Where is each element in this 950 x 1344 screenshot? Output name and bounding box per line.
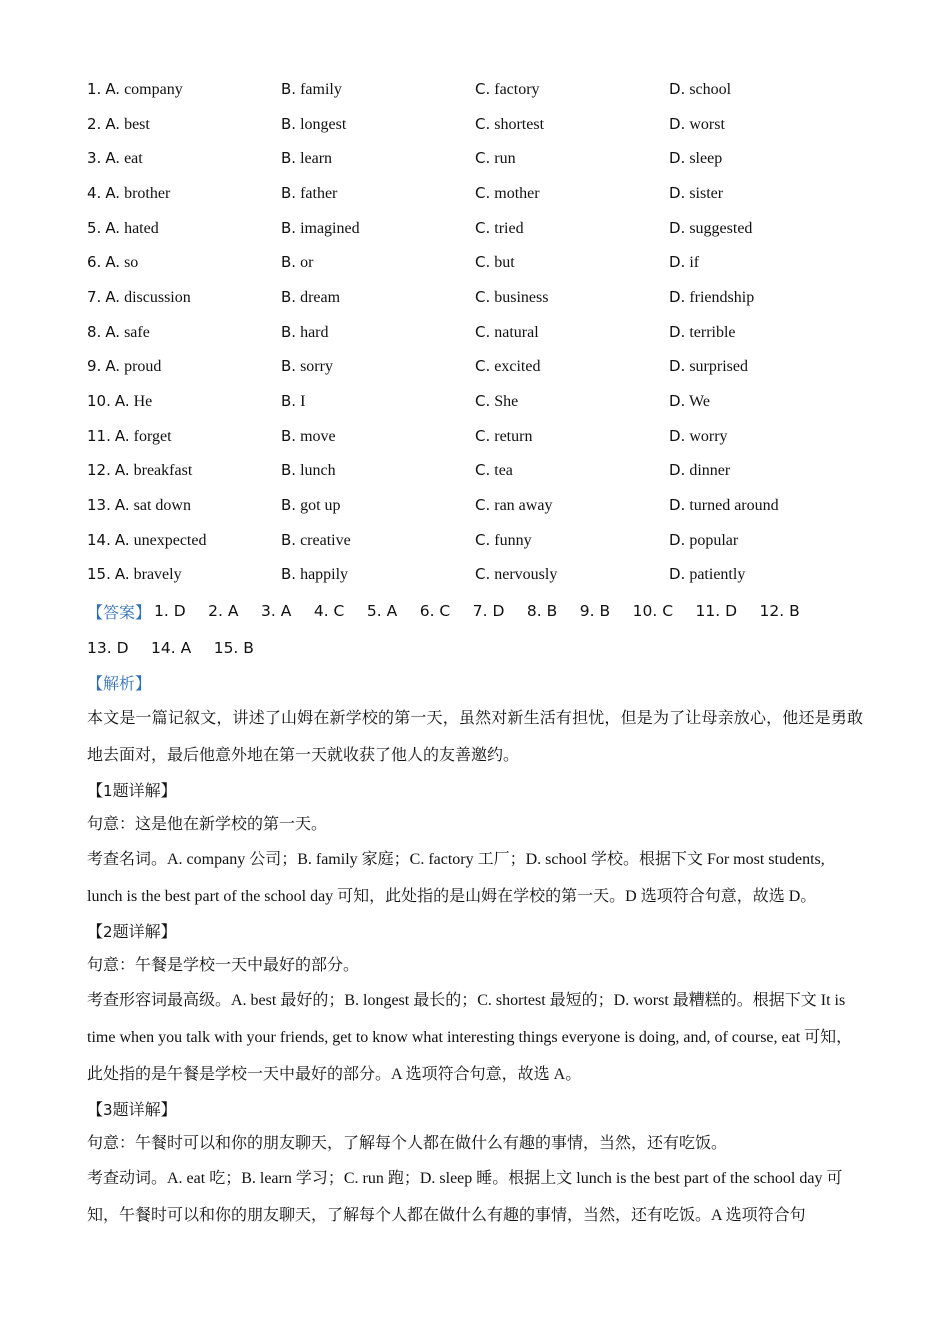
- option-label: B.: [281, 79, 297, 98]
- option-a: [87, 288, 281, 307]
- option-label: C.: [475, 114, 491, 133]
- option-label: A.: [105, 149, 121, 168]
- option-label: B.: [281, 149, 297, 168]
- option-text: worry: [689, 427, 728, 445]
- option-b: [281, 253, 475, 272]
- option-a: [87, 357, 281, 376]
- option-label: A.: [105, 253, 121, 272]
- option-label: C.: [475, 357, 491, 376]
- option-label: B.: [281, 461, 297, 480]
- option-text: tried: [494, 219, 524, 237]
- question-number: 2.: [87, 114, 102, 133]
- option-label: A.: [105, 357, 121, 376]
- option-text: creative: [300, 531, 351, 549]
- question-row: [87, 280, 863, 315]
- summary-paragraph: 本文是一篇记叙文，讲述了山姆在新学校的第一天，虽然对新生活有担忧，但是为了让母亲放心，他还是勇敢地去面对，最后他意外地在第一天就收获了他人的友善邀约。: [87, 710, 863, 765]
- option-b: [281, 496, 475, 515]
- option-text: sorry: [300, 358, 333, 376]
- option-label: D.: [669, 530, 686, 549]
- option-a: [87, 184, 281, 203]
- option-label: D.: [669, 565, 686, 584]
- question-row: [87, 176, 863, 211]
- question-number: 8.: [87, 322, 102, 341]
- option-label: C.: [475, 183, 491, 202]
- option-a: [87, 427, 281, 446]
- option-label: A.: [105, 322, 121, 341]
- question-row: [87, 558, 863, 593]
- option-label: D.: [669, 253, 686, 272]
- option-text: sat down: [133, 497, 191, 515]
- answer-item: 12. B: [759, 602, 800, 621]
- option-c: [475, 392, 669, 411]
- detail-heading-open: 【: [87, 924, 104, 942]
- option-d: [669, 392, 863, 411]
- option-b: [281, 80, 475, 99]
- option-c: [475, 184, 669, 203]
- analysis-tag: 【解析】: [87, 674, 152, 694]
- option-text: move: [300, 427, 336, 445]
- option-label: B.: [281, 496, 297, 515]
- option-label: D.: [669, 79, 686, 98]
- detail-meaning: 句意：这是他在新学校的第一天。: [87, 816, 328, 834]
- question-row: [87, 488, 863, 523]
- detail-heading-close: 题详解】: [112, 783, 177, 801]
- option-text: worst: [689, 115, 725, 133]
- option-a: [87, 496, 281, 515]
- option-text: longest: [300, 115, 347, 133]
- option-text: unexpected: [133, 531, 207, 549]
- option-text: dream: [300, 288, 341, 306]
- question-row: [87, 315, 863, 350]
- option-label: D.: [669, 426, 686, 445]
- option-text: so: [124, 254, 139, 272]
- answer-item: 14. A: [151, 639, 192, 658]
- option-label: B.: [281, 357, 297, 376]
- option-label: B.: [281, 114, 297, 133]
- option-b: [281, 531, 475, 550]
- option-a: [87, 115, 281, 134]
- detail-heading: [87, 1093, 863, 1127]
- option-d: [669, 565, 863, 584]
- option-text: hated: [124, 219, 159, 237]
- option-a: [87, 219, 281, 238]
- option-text: turned around: [689, 497, 779, 515]
- question-row: [87, 72, 863, 107]
- option-d: [669, 253, 863, 272]
- option-label: D.: [669, 357, 686, 376]
- document-page: [87, 72, 863, 1234]
- option-text: business: [494, 288, 549, 306]
- option-label: C.: [475, 530, 491, 549]
- option-c: [475, 531, 669, 550]
- option-a: [87, 253, 281, 272]
- option-c: [475, 253, 669, 272]
- option-label: A.: [114, 565, 130, 584]
- option-label: C.: [475, 565, 491, 584]
- option-label: C.: [475, 218, 491, 237]
- option-label: A.: [114, 392, 130, 411]
- option-text: breakfast: [133, 462, 193, 480]
- answer-item: 7. D: [472, 602, 505, 621]
- question-number: 6.: [87, 253, 102, 272]
- option-label: A.: [105, 183, 121, 202]
- option-text: tea: [494, 462, 513, 480]
- option-text: I: [300, 393, 306, 411]
- option-b: [281, 461, 475, 480]
- detail-explanation: 考查名词。A. company 公司；B. family 家庭；C. factory 工厂；D. school 学校。根据下文 For most students, lunch is the best part of the school day 可知，此处指的是山姆在学校的第一天。D 选项符合句意，故选 D。: [87, 851, 825, 906]
- question-number: 11.: [87, 426, 111, 445]
- question-row: [87, 107, 863, 142]
- answer-item: 9. B: [579, 602, 611, 621]
- option-c: [475, 427, 669, 446]
- detail-heading-number: 1: [103, 782, 113, 801]
- question-list: [87, 72, 863, 592]
- option-d: [669, 496, 863, 515]
- answer-item: 11. D: [695, 602, 738, 621]
- answer-item: 13. D: [87, 639, 129, 658]
- option-label: D.: [669, 183, 686, 202]
- option-text: bravely: [133, 566, 182, 584]
- option-text: return: [494, 427, 533, 445]
- option-d: [669, 323, 863, 342]
- detail-heading-number: 2: [103, 923, 113, 942]
- option-label: D.: [669, 114, 686, 133]
- option-label: A.: [114, 496, 130, 515]
- question-row: [87, 211, 863, 246]
- question-number: 9.: [87, 357, 102, 376]
- option-text: brother: [124, 184, 171, 202]
- detail-heading-number: 3: [103, 1101, 113, 1120]
- question-number: 13.: [87, 496, 111, 515]
- option-text: sleep: [689, 150, 723, 168]
- option-d: [669, 219, 863, 238]
- question-row: [87, 245, 863, 280]
- option-text: shortest: [494, 115, 545, 133]
- option-text: factory: [494, 80, 540, 98]
- option-text: learn: [300, 150, 333, 168]
- question-row: [87, 523, 863, 558]
- option-b: [281, 288, 475, 307]
- detail-list: [87, 774, 863, 1234]
- option-label: B.: [281, 392, 297, 411]
- option-a: [87, 80, 281, 99]
- detail-heading-open: 【: [87, 1102, 104, 1120]
- option-text: happily: [300, 566, 349, 584]
- option-label: A.: [105, 218, 121, 237]
- option-text: got up: [300, 497, 341, 515]
- question-row: [87, 454, 863, 489]
- option-label: C.: [475, 426, 491, 445]
- option-b: [281, 149, 475, 168]
- answer-item: 5. A: [366, 602, 398, 621]
- option-d: [669, 115, 863, 134]
- option-label: A.: [114, 530, 130, 549]
- option-label: C.: [475, 253, 491, 272]
- option-text: best: [124, 115, 150, 133]
- option-text: natural: [494, 323, 539, 341]
- option-text: eat: [124, 150, 143, 168]
- option-label: B.: [281, 565, 297, 584]
- option-label: D.: [669, 149, 686, 168]
- option-text: surprised: [689, 358, 748, 376]
- option-label: B.: [281, 426, 297, 445]
- option-text: dinner: [689, 462, 731, 480]
- option-d: [669, 149, 863, 168]
- option-c: [475, 80, 669, 99]
- detail-heading: [87, 774, 863, 808]
- question-row: [87, 350, 863, 385]
- option-text: but: [494, 254, 515, 272]
- option-label: C.: [475, 149, 491, 168]
- answer-tag: 【答案】: [87, 603, 152, 623]
- option-b: [281, 115, 475, 134]
- option-c: [475, 565, 669, 584]
- detail-heading-open: 【: [87, 783, 104, 801]
- option-text: sister: [689, 184, 724, 202]
- option-text: if: [689, 254, 700, 272]
- option-text: proud: [124, 358, 162, 376]
- option-text: hard: [300, 323, 329, 341]
- option-b: [281, 184, 475, 203]
- option-b: [281, 219, 475, 238]
- detail-heading-close: 题详解】: [112, 1102, 177, 1120]
- option-c: [475, 357, 669, 376]
- question-row: [87, 419, 863, 454]
- option-text: terrible: [689, 323, 736, 341]
- option-label: C.: [475, 392, 491, 411]
- option-c: [475, 219, 669, 238]
- option-c: [475, 323, 669, 342]
- option-c: [475, 496, 669, 515]
- question-number: 10.: [87, 392, 111, 411]
- option-text: or: [300, 254, 314, 272]
- option-c: [475, 461, 669, 480]
- option-text: forget: [133, 427, 172, 445]
- question-number: 12.: [87, 461, 111, 480]
- option-label: D.: [669, 461, 686, 480]
- option-a: [87, 565, 281, 584]
- option-text: funny: [494, 531, 532, 549]
- answer-item: 15. B: [213, 639, 254, 658]
- option-text: suggested: [689, 219, 753, 237]
- question-number: 15.: [87, 565, 111, 584]
- question-number: 4.: [87, 183, 102, 202]
- option-text: mother: [494, 184, 540, 202]
- option-text: school: [689, 80, 732, 98]
- option-d: [669, 80, 863, 99]
- option-a: [87, 149, 281, 168]
- option-d: [669, 357, 863, 376]
- option-label: D.: [669, 392, 686, 411]
- option-text: She: [494, 393, 519, 411]
- option-label: B.: [281, 322, 297, 341]
- option-b: [281, 392, 475, 411]
- option-text: popular: [689, 531, 739, 549]
- question-number: 7.: [87, 287, 102, 306]
- question-number: 5.: [87, 218, 102, 237]
- option-d: [669, 531, 863, 550]
- option-a: [87, 531, 281, 550]
- option-text: run: [494, 150, 516, 168]
- option-b: [281, 427, 475, 446]
- option-label: C.: [475, 287, 491, 306]
- option-label: D.: [669, 218, 686, 237]
- option-text: company: [124, 80, 183, 98]
- answer-item: 6. C: [419, 602, 451, 621]
- option-label: A.: [105, 287, 121, 306]
- option-text: imagined: [300, 219, 360, 237]
- option-d: [669, 288, 863, 307]
- question-row: [87, 384, 863, 419]
- option-b: [281, 323, 475, 342]
- option-a: [87, 392, 281, 411]
- option-text: ran away: [494, 497, 553, 515]
- option-label: B.: [281, 530, 297, 549]
- option-b: [281, 357, 475, 376]
- answer-item: 2. A: [208, 602, 239, 621]
- answer-item: 3. A: [261, 602, 292, 621]
- option-label: A.: [105, 79, 121, 98]
- option-b: [281, 565, 475, 584]
- detail-heading-close: 题详解】: [112, 924, 177, 942]
- option-text: discussion: [124, 288, 191, 306]
- answer-item: 8. B: [526, 602, 558, 621]
- answer-item: 4. C: [313, 602, 345, 621]
- option-label: D.: [669, 322, 686, 341]
- option-label: B.: [281, 183, 297, 202]
- answer-section: [87, 593, 877, 667]
- option-c: [475, 115, 669, 134]
- option-label: C.: [475, 496, 491, 515]
- option-label: D.: [669, 287, 686, 306]
- option-d: [669, 184, 863, 203]
- option-label: D.: [669, 496, 686, 515]
- option-text: father: [300, 184, 338, 202]
- detail-meaning: 句意：午餐是学校一天中最好的部分。: [87, 957, 360, 975]
- answer-item: 10. C: [632, 602, 674, 621]
- option-text: nervously: [494, 566, 558, 584]
- option-d: [669, 461, 863, 480]
- detail-heading: [87, 915, 863, 949]
- detail-meaning: 句意：午餐时可以和你的朋友聊天，了解每个人都在做什么有趣的事情，当然，还有吃饭。: [87, 1135, 728, 1153]
- option-text: patiently: [689, 566, 746, 584]
- option-label: B.: [281, 218, 297, 237]
- option-label: A.: [105, 114, 121, 133]
- option-d: [669, 427, 863, 446]
- question-number: 1.: [87, 79, 102, 98]
- option-label: B.: [281, 287, 297, 306]
- option-label: C.: [475, 461, 491, 480]
- option-text: excited: [494, 358, 541, 376]
- option-c: [475, 288, 669, 307]
- question-row: [87, 141, 863, 176]
- option-label: B.: [281, 253, 297, 272]
- detail-explanation: 考查动词。A. eat 吃；B. learn 学习；C. run 跑；D. sleep 睡。根据上文 lunch is the best part of the school day 可知，午餐时可以和你的朋友聊天，了解每个人都在做什么有趣的事情，当然，还有吃饭。A 选项符合句: [87, 1170, 843, 1225]
- option-text: We: [689, 393, 710, 411]
- question-number: 3.: [87, 149, 102, 168]
- option-label: A.: [114, 461, 130, 480]
- option-a: [87, 461, 281, 480]
- question-number: 14.: [87, 530, 111, 549]
- option-text: friendship: [689, 288, 755, 306]
- option-c: [475, 149, 669, 168]
- option-text: family: [300, 80, 342, 98]
- answer-item: 1. D: [154, 602, 186, 621]
- detail-explanation: 考查形容词最高级。A. best 最好的；B. longest 最长的；C. shortest 最短的；D. worst 最糟糕的。根据下文 It is time when you talk with your friends, get to know what interesting things everyone is doing, and, of course, eat 可知，此处指的是午餐是学校一天中最好的部分。A 选项符合句意，故选 A。: [87, 992, 853, 1084]
- option-text: lunch: [300, 462, 336, 480]
- option-label: C.: [475, 322, 491, 341]
- option-a: [87, 323, 281, 342]
- option-text: safe: [124, 323, 150, 341]
- option-label: C.: [475, 79, 491, 98]
- option-text: He: [133, 393, 153, 411]
- option-label: A.: [114, 426, 130, 445]
